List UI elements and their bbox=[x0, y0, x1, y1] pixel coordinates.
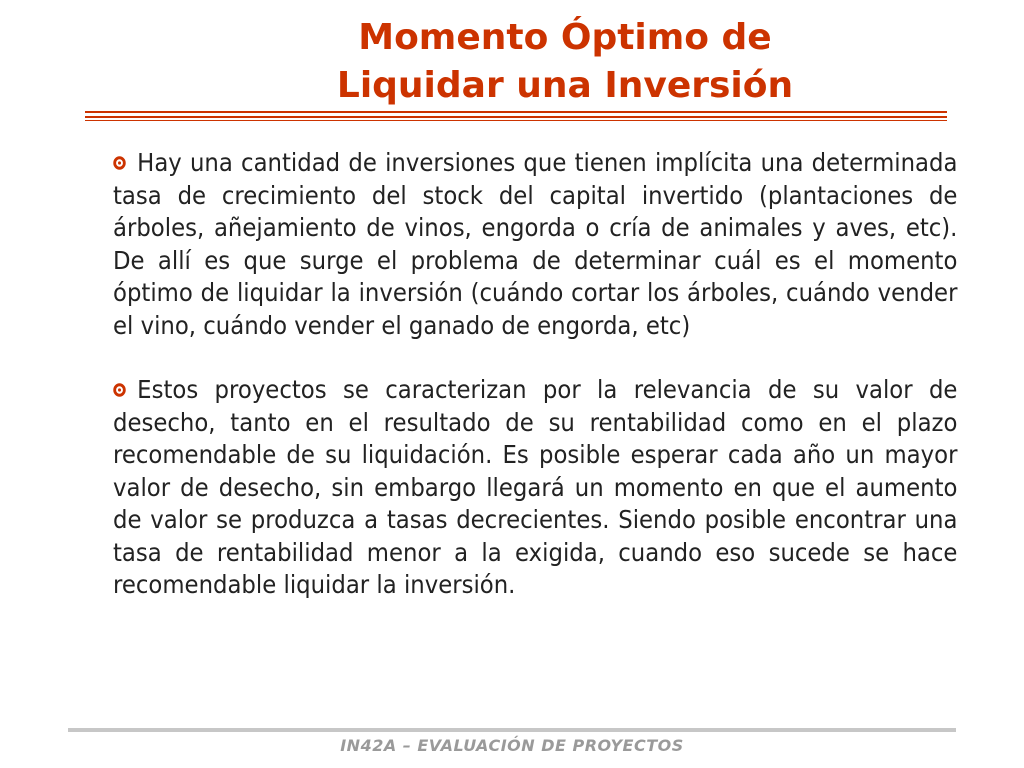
bullet-paragraph-1-text: Hay una cantidad de inversiones que tienen implícita una determinada tasa de crecimiento del stock del capital invertido (plantaciones de árboles, añejamiento de vinos, engorda o cría de animales y aves, etc). De allí es que surge el problema de determinar cuál es el momento óptimo de liquidar la inversión (cuándo cortar los árboles, cuándo vender el vino, cuándo vender el ganado de engorda, etc) bbox=[113, 148, 958, 340]
footer-course-label: IN42A – EVALUACIÓN DE PROYECTOS bbox=[340, 736, 684, 755]
title-underline-thick bbox=[85, 111, 947, 113]
circle-dot-bullet-icon bbox=[113, 383, 126, 397]
slide-body bbox=[113, 147, 957, 634]
bullet-paragraph-1 bbox=[113, 147, 957, 342]
slide-title bbox=[0, 14, 1024, 110]
circle-dot-bullet-icon bbox=[113, 156, 126, 170]
title-line-1: Momento Óptimo de bbox=[358, 17, 772, 58]
title-underline-thin bbox=[85, 120, 947, 121]
bullet-paragraph-2 bbox=[113, 374, 957, 602]
title-underline-medium bbox=[85, 116, 947, 118]
bullet-paragraph-2-text: Estos proyectos se caracterizan por la relevancia de su valor de desecho, tanto en el resultado de su rentabilidad como en el plazo recomendable de su liquidación. Es posible esperar cada año un mayor valor de desecho, sin embargo llegará un momento en que el aumento de valor se produzca a tasas decrecientes. Siendo posible encontrar una tasa de rentabilidad menor a la exigida, cuando eso sucede se hace recomendable liquidar la inversión. bbox=[113, 375, 958, 599]
title-line-2: Liquidar una Inversión bbox=[336, 65, 794, 106]
footer-divider bbox=[68, 728, 956, 732]
